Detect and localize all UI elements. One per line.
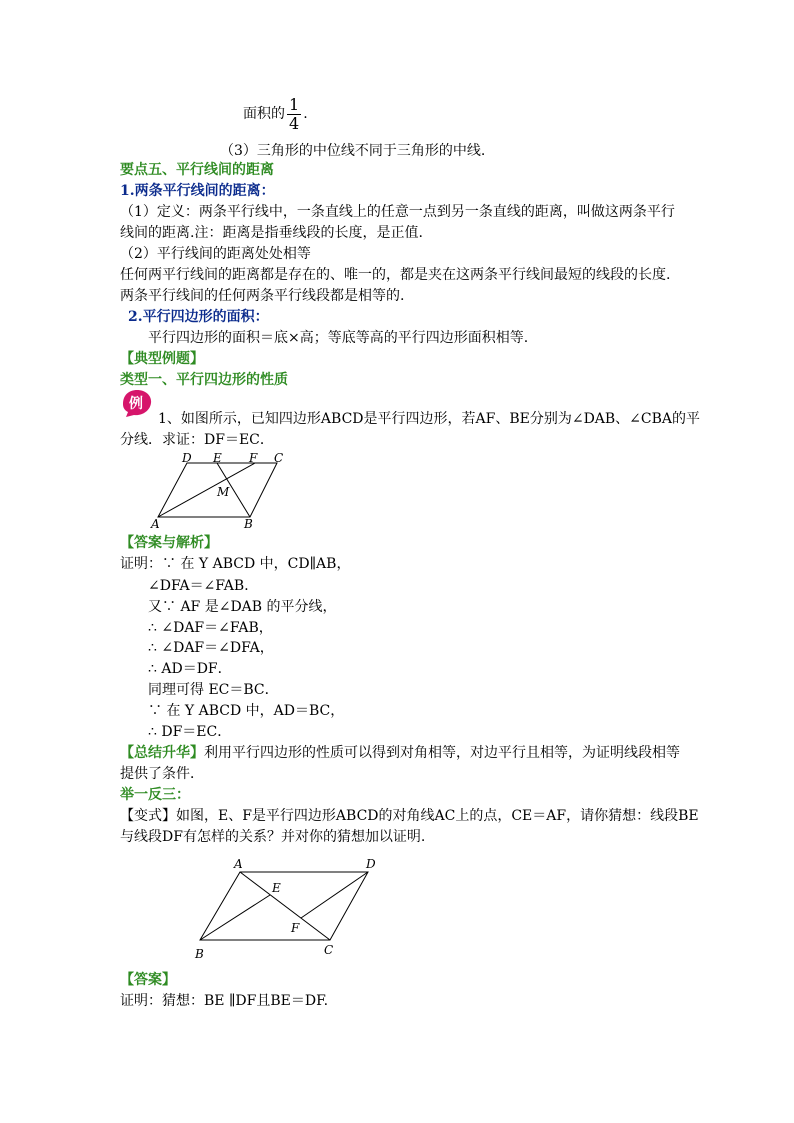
example-1-line-2: 分线．求证：DF＝EC． — [120, 432, 274, 448]
proof-line-3: 又∵ AF 是∠DAB 的平分线， — [148, 599, 337, 615]
property-2-b: 两条平行线间的任何两条平行线段都是相等的. — [120, 288, 405, 304]
answer-2-text: 证明：猜想：BE ∥DF且BE＝DF. — [120, 993, 329, 1009]
label-c-2: C — [324, 943, 334, 957]
proof-line-5: ∴ ∠DAF＝∠DFA， — [148, 640, 274, 656]
proof-line-2: ∠DFA＝∠FAB． — [148, 578, 259, 594]
example-1-line-1: 1、如图所示，已知四边形ABCD是平行四边形，若AF、BE分别为∠DAB、∠CBA的平 — [158, 411, 701, 427]
answer-analysis-heading: 【答案与解析】 — [120, 535, 218, 551]
summary-line-1 — [120, 743, 680, 763]
subsection-1-heading: 1.两条平行线间的距离： — [120, 183, 275, 199]
label-b: B — [244, 517, 253, 531]
summary-text: 利用平行四边形的性质可以得到对角相等，对边平行且相等，为证明线段相等 — [204, 745, 680, 761]
definition-line-2: 线间的距离.注：距离是指垂线段的长度，是正值. — [120, 225, 423, 241]
variant-line-1 — [120, 806, 699, 826]
area-fraction-line — [243, 94, 308, 134]
fraction-numerator: 1 — [289, 94, 300, 114]
label-f-2: F — [291, 921, 300, 935]
figure-parallelogram-1 — [145, 450, 295, 532]
label-a: A — [151, 517, 160, 531]
proof-line-9: ∴ DF＝EC． — [148, 724, 232, 740]
label-b-2: B — [195, 947, 204, 961]
property-2-a: 任何两平行线间的距离都是存在的、唯一的，都是夹在这两条平行线间最短的线段的长度. — [120, 267, 671, 283]
label-m: M — [217, 485, 230, 499]
definition-line-1: （1）定义：两条平行线中，一条直线上的任意一点到另一条直线的距离，叫做这两条平行 — [120, 204, 675, 220]
proof-line-4: ∴ ∠DAF＝∠FAB， — [148, 620, 273, 636]
proof-line-1: 证明：∵ 在 Y ABCD 中，CD∥AB， — [120, 556, 351, 572]
fraction-one-quarter — [287, 96, 301, 133]
subsection-2-heading: 2.平行四边形的面积： — [128, 309, 269, 325]
example-badge-icon — [120, 388, 154, 418]
examples-heading: 【典型例题】 — [120, 351, 204, 367]
label-f: F — [249, 451, 258, 465]
label-c: C — [274, 451, 284, 465]
variant-label: 【变式】 — [120, 808, 176, 824]
property-2: （2）平行线间的距离处处相等 — [120, 246, 311, 262]
parallelogram-abcd-2 — [200, 872, 368, 940]
ju-yi-fan-san-heading: 举一反三： — [120, 787, 190, 803]
figure-parallelogram-2 — [190, 850, 390, 965]
label-e-2: E — [272, 881, 281, 895]
fraction-prefix: 面积的 — [243, 106, 285, 122]
label-e: E — [213, 451, 222, 465]
fraction-suffix: . — [303, 106, 308, 122]
segment-be-2 — [200, 895, 270, 940]
area-text: 平行四边形的面积＝底×高；等底等高的平行四边形面积相等. — [148, 330, 529, 346]
proof-line-6: ∴ AD＝DF． — [148, 661, 232, 677]
type-1-heading: 类型一、平行四边形的性质 — [120, 372, 288, 388]
summary-line-2: 提供了条件． — [120, 766, 204, 782]
variant-line-2: 与线段DF有怎样的关系？并对你的猜想加以证明. — [120, 829, 426, 845]
label-d-2: D — [366, 857, 376, 871]
variant-text: 如图，E、F是平行四边形ABCD的对角线AC上的点，CE＝AF，请你猜想：线段BE — [176, 808, 699, 824]
badge-char: 例 — [129, 396, 143, 412]
proof-line-7: 同理可得 EC＝BC． — [148, 682, 279, 698]
note-3: （3）三角形的中位线不同于三角形的中线. — [220, 143, 486, 159]
label-a-2: A — [234, 857, 243, 871]
label-d: D — [182, 451, 192, 465]
fraction-denominator: 4 — [289, 113, 300, 133]
summary-label: 【总结升华】 — [120, 745, 204, 761]
section-5-heading: 要点五、平行线间的距离 — [120, 162, 274, 178]
answer-heading-2: 【答案】 — [120, 972, 176, 988]
proof-line-8: ∵ 在 Y ABCD 中，AD＝BC， — [148, 703, 345, 719]
segment-df — [301, 872, 368, 918]
